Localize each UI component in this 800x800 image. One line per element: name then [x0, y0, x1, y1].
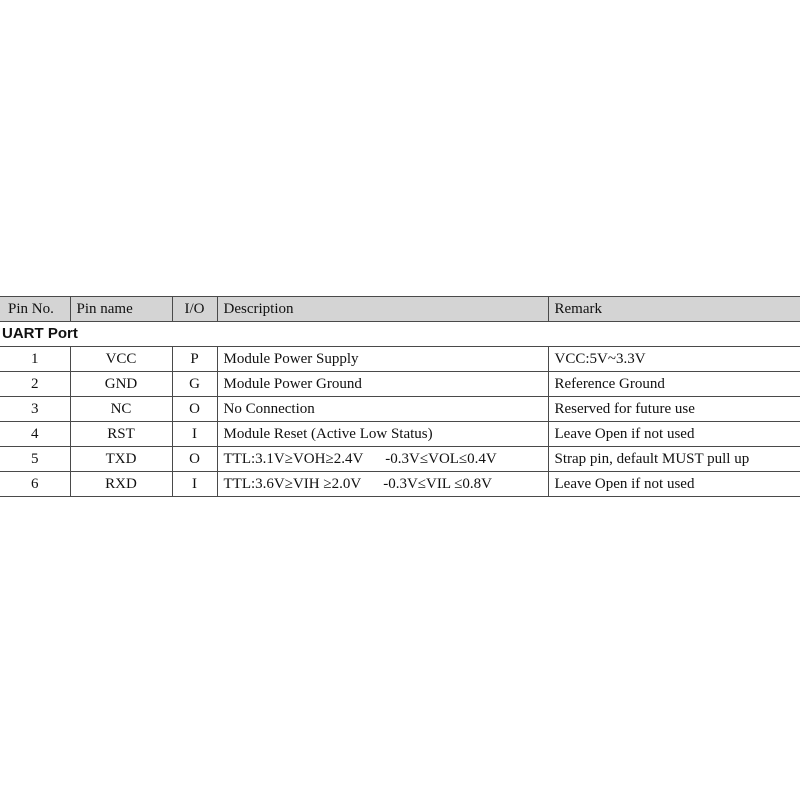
- io-cell: O: [172, 397, 217, 422]
- remark-cell: VCC:5V~3.3V: [548, 347, 800, 372]
- pin-no-cell: 3: [0, 397, 70, 422]
- description-text: TTL:3.1V≥VOH≥2.4V: [223, 451, 364, 467]
- description-text: TTL:3.6V≥VIH ≥2.0V: [223, 476, 362, 492]
- pin-name-cell: VCC: [70, 347, 172, 372]
- io-cell: P: [172, 347, 217, 372]
- table-row: [0, 347, 800, 372]
- description-cell: [217, 347, 548, 372]
- io-cell: I: [172, 422, 217, 447]
- table-row: [0, 447, 800, 472]
- table-row: [0, 397, 800, 422]
- pin-name-cell: NC: [70, 397, 172, 422]
- description-cell: [217, 447, 548, 472]
- description-cell: [217, 372, 548, 397]
- description-text: Module Power Supply: [223, 351, 359, 367]
- section-title: UART Port: [0, 322, 800, 347]
- description-text: Module Reset (Active Low Status): [223, 426, 433, 442]
- io-cell: O: [172, 447, 217, 472]
- pin-no-cell: 1: [0, 347, 70, 372]
- header-description: Description: [217, 297, 548, 322]
- description-cell: [217, 397, 548, 422]
- pin-no-cell: 2: [0, 372, 70, 397]
- remark-cell: Reference Ground: [548, 372, 800, 397]
- description-text-secondary: -0.3V≤VOL≤0.4V: [385, 451, 497, 467]
- table-row: [0, 472, 800, 497]
- header-io: I/O: [172, 297, 217, 322]
- remark-cell: Leave Open if not used: [548, 472, 800, 497]
- pin-no-cell: 6: [0, 472, 70, 497]
- description-cell: [217, 422, 548, 447]
- pin-name-cell: TXD: [70, 447, 172, 472]
- pin-name-cell: RST: [70, 422, 172, 447]
- description-cell: [217, 472, 548, 497]
- header-remark: Remark: [548, 297, 800, 322]
- header-pin-no: Pin No.: [0, 297, 70, 322]
- pin-name-cell: GND: [70, 372, 172, 397]
- remark-cell: Strap pin, default MUST pull up: [548, 447, 800, 472]
- description-text: No Connection: [223, 401, 315, 417]
- pin-no-cell: 5: [0, 447, 70, 472]
- pin-definition-table: [0, 296, 800, 497]
- pin-no-cell: 4: [0, 422, 70, 447]
- description-text-secondary: -0.3V≤VIL ≤0.8V: [383, 476, 493, 492]
- header-pin-name: Pin name: [70, 297, 172, 322]
- section-row: [0, 322, 800, 347]
- remark-cell: Reserved for future use: [548, 397, 800, 422]
- io-cell: I: [172, 472, 217, 497]
- remark-cell: Leave Open if not used: [548, 422, 800, 447]
- description-text: Module Power Ground: [223, 376, 362, 392]
- io-cell: G: [172, 372, 217, 397]
- pin-name-cell: RXD: [70, 472, 172, 497]
- table-row: [0, 372, 800, 397]
- table-row: [0, 422, 800, 447]
- table-header-row: [0, 297, 800, 322]
